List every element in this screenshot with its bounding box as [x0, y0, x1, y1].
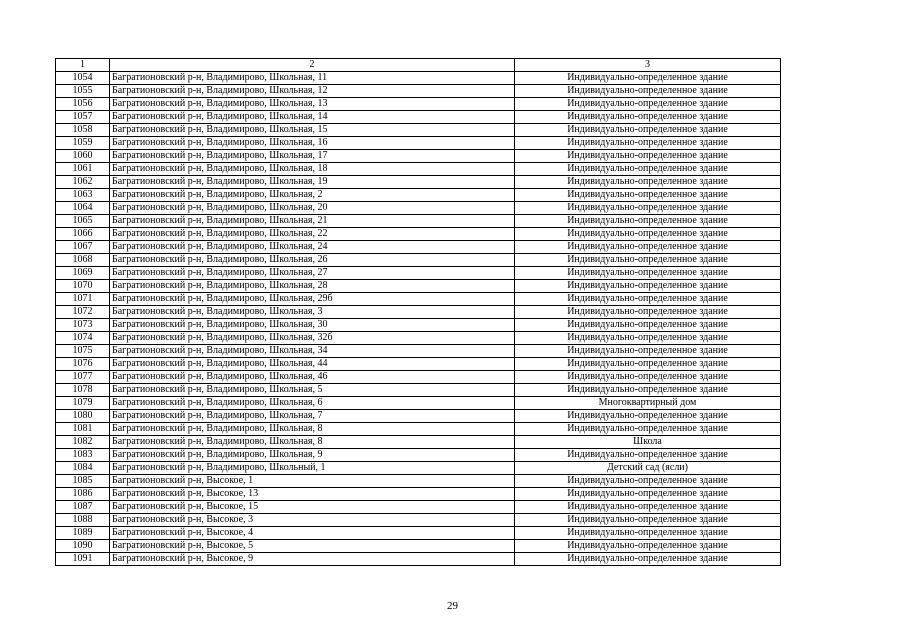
- row-address-cell: Багратионовский р-н, Владимирово, Школьная, 13: [110, 98, 515, 111]
- row-address-cell: Багратионовский р-н, Владимирово, Школьная, 6: [110, 397, 515, 410]
- table-row: [56, 241, 781, 254]
- row-type-cell: Школа: [515, 436, 781, 449]
- row-address-cell: Багратионовский р-н, Владимирово, Школьная, 16: [110, 137, 515, 150]
- row-number-cell: 1087: [56, 501, 110, 514]
- row-number-cell: 1075: [56, 345, 110, 358]
- row-type-cell: Индивидуально-определенное здание: [515, 306, 781, 319]
- row-address-cell: Багратионовский р-н, Владимирово, Школьная, 28: [110, 280, 515, 293]
- row-number-cell: 1082: [56, 436, 110, 449]
- row-number-cell: 1085: [56, 475, 110, 488]
- row-address-cell: Багратионовский р-н, Владимирово, Школьная, 20: [110, 202, 515, 215]
- row-address-cell: Багратионовский р-н, Владимирово, Школьная, 3: [110, 306, 515, 319]
- row-address-cell: Багратионовский р-н, Владимирово, Школьная, 44: [110, 358, 515, 371]
- row-address-cell: Багратионовский р-н, Владимирово, Школьная, 30: [110, 319, 515, 332]
- row-type-cell: Индивидуально-определенное здание: [515, 202, 781, 215]
- row-type-cell: Индивидуально-определенное здание: [515, 72, 781, 85]
- table-row: [56, 488, 781, 501]
- column-header-number: 1: [56, 59, 110, 72]
- row-address-cell: Багратионовский р-н, Владимирово, Школьная, 9: [110, 449, 515, 462]
- row-number-cell: 1063: [56, 189, 110, 202]
- row-number-cell: 1086: [56, 488, 110, 501]
- row-number-cell: 1091: [56, 553, 110, 566]
- row-type-cell: Индивидуально-определенное здание: [515, 540, 781, 553]
- row-number-cell: 1056: [56, 98, 110, 111]
- row-type-cell: Индивидуально-определенное здание: [515, 384, 781, 397]
- table-row: [56, 163, 781, 176]
- row-address-cell: Багратионовский р-н, Высокое, 9: [110, 553, 515, 566]
- row-number-cell: 1054: [56, 72, 110, 85]
- row-type-cell: Индивидуально-определенное здание: [515, 215, 781, 228]
- table-row: [56, 124, 781, 137]
- table-row: [56, 436, 781, 449]
- row-number-cell: 1073: [56, 319, 110, 332]
- row-address-cell: Багратионовский р-н, Владимирово, Школьная, 12: [110, 85, 515, 98]
- table-row: [56, 371, 781, 384]
- row-number-cell: 1061: [56, 163, 110, 176]
- column-header-type: 3: [515, 59, 781, 72]
- row-number-cell: 1062: [56, 176, 110, 189]
- row-type-cell: Индивидуально-определенное здание: [515, 332, 781, 345]
- page-number: 29: [447, 600, 458, 612]
- row-address-cell: Багратионовский р-н, Владимирово, Школьная, 19: [110, 176, 515, 189]
- table-row: [56, 85, 781, 98]
- row-address-cell: Багратионовский р-н, Владимирово, Школьная, 29б: [110, 293, 515, 306]
- row-number-cell: 1081: [56, 423, 110, 436]
- row-type-cell: Индивидуально-определенное здание: [515, 228, 781, 241]
- row-address-cell: Багратионовский р-н, Высокое, 4: [110, 527, 515, 540]
- row-type-cell: Индивидуально-определенное здание: [515, 501, 781, 514]
- table-row: [56, 410, 781, 423]
- table-row: [56, 293, 781, 306]
- row-address-cell: Багратионовский р-н, Владимирово, Школьная, 46: [110, 371, 515, 384]
- row-type-cell: Индивидуально-определенное здание: [515, 124, 781, 137]
- row-type-cell: Индивидуально-определенное здание: [515, 371, 781, 384]
- column-header-address: 2: [110, 59, 515, 72]
- table-row: [56, 462, 781, 475]
- row-number-cell: 1070: [56, 280, 110, 293]
- row-number-cell: 1058: [56, 124, 110, 137]
- row-number-cell: 1059: [56, 137, 110, 150]
- row-type-cell: Индивидуально-определенное здание: [515, 527, 781, 540]
- row-number-cell: 1055: [56, 85, 110, 98]
- row-type-cell: Многоквартирный дом: [515, 397, 781, 410]
- table-row: [56, 345, 781, 358]
- row-number-cell: 1080: [56, 410, 110, 423]
- row-address-cell: Багратионовский р-н, Высокое, 13: [110, 488, 515, 501]
- table-row: [56, 527, 781, 540]
- row-type-cell: Индивидуально-определенное здание: [515, 345, 781, 358]
- table-row: [56, 72, 781, 85]
- row-number-cell: 1089: [56, 527, 110, 540]
- row-type-cell: Индивидуально-определенное здание: [515, 85, 781, 98]
- table-row: [56, 176, 781, 189]
- row-address-cell: Багратионовский р-н, Владимирово, Школьная, 17: [110, 150, 515, 163]
- row-type-cell: Индивидуально-определенное здание: [515, 267, 781, 280]
- row-address-cell: Багратионовский р-н, Высокое, 15: [110, 501, 515, 514]
- row-number-cell: 1074: [56, 332, 110, 345]
- row-type-cell: Индивидуально-определенное здание: [515, 241, 781, 254]
- table-row: [56, 137, 781, 150]
- row-address-cell: Багратионовский р-н, Владимирово, Школьная, 21: [110, 215, 515, 228]
- row-number-cell: 1072: [56, 306, 110, 319]
- table-row: [56, 319, 781, 332]
- row-type-cell: Индивидуально-определенное здание: [515, 514, 781, 527]
- row-address-cell: Багратионовский р-н, Владимирово, Школьная, 26: [110, 254, 515, 267]
- row-number-cell: 1076: [56, 358, 110, 371]
- row-type-cell: Индивидуально-определенное здание: [515, 488, 781, 501]
- table-row: [56, 358, 781, 371]
- row-type-cell: Индивидуально-определенное здание: [515, 423, 781, 436]
- row-type-cell: Индивидуально-определенное здание: [515, 449, 781, 462]
- row-number-cell: 1065: [56, 215, 110, 228]
- row-address-cell: Багратионовский р-н, Владимирово, Школьная, 22: [110, 228, 515, 241]
- row-type-cell: Индивидуально-определенное здание: [515, 280, 781, 293]
- table-row: [56, 475, 781, 488]
- row-address-cell: Багратионовский р-н, Владимирово, Школьная, 24: [110, 241, 515, 254]
- table-row: [56, 150, 781, 163]
- row-number-cell: 1090: [56, 540, 110, 553]
- row-address-cell: Багратионовский р-н, Владимирово, Школьная, 32б: [110, 332, 515, 345]
- row-type-cell: Индивидуально-определенное здание: [515, 358, 781, 371]
- table-row: [56, 280, 781, 293]
- row-address-cell: Багратионовский р-н, Владимирово, Школьная, 18: [110, 163, 515, 176]
- row-type-cell: Индивидуально-определенное здание: [515, 163, 781, 176]
- row-address-cell: Багратионовский р-н, Владимирово, Школьная, 8: [110, 436, 515, 449]
- row-type-cell: Индивидуально-определенное здание: [515, 137, 781, 150]
- table-row: [56, 501, 781, 514]
- row-type-cell: Индивидуально-определенное здание: [515, 254, 781, 267]
- table-row: [56, 384, 781, 397]
- row-address-cell: Багратионовский р-н, Высокое, 1: [110, 475, 515, 488]
- row-number-cell: 1088: [56, 514, 110, 527]
- row-type-cell: Индивидуально-определенное здание: [515, 98, 781, 111]
- row-type-cell: Индивидуально-определенное здание: [515, 150, 781, 163]
- row-number-cell: 1077: [56, 371, 110, 384]
- row-address-cell: Багратионовский р-н, Высокое, 3: [110, 514, 515, 527]
- row-type-cell: Индивидуально-определенное здание: [515, 410, 781, 423]
- row-type-cell: Индивидуально-определенное здание: [515, 189, 781, 202]
- table-row: [56, 254, 781, 267]
- table-row: [56, 189, 781, 202]
- row-number-cell: 1071: [56, 293, 110, 306]
- table-row: [56, 202, 781, 215]
- table-row: [56, 267, 781, 280]
- row-number-cell: 1068: [56, 254, 110, 267]
- row-address-cell: Багратионовский р-н, Владимирово, Школьная, 14: [110, 111, 515, 124]
- row-number-cell: 1064: [56, 202, 110, 215]
- table-row: [56, 228, 781, 241]
- row-address-cell: Багратионовский р-н, Владимирово, Школьная, 8: [110, 423, 515, 436]
- row-address-cell: Багратионовский р-н, Владимирово, Школьная, 15: [110, 124, 515, 137]
- row-number-cell: 1083: [56, 449, 110, 462]
- row-address-cell: Багратионовский р-н, Высокое, 5: [110, 540, 515, 553]
- table-row: [56, 449, 781, 462]
- row-number-cell: 1067: [56, 241, 110, 254]
- table-header-row: [56, 59, 781, 72]
- row-number-cell: 1084: [56, 462, 110, 475]
- row-type-cell: Индивидуально-определенное здание: [515, 111, 781, 124]
- row-address-cell: Багратионовский р-н, Владимирово, Школьная, 5: [110, 384, 515, 397]
- table-row: [56, 98, 781, 111]
- row-type-cell: Индивидуально-определенное здание: [515, 176, 781, 189]
- table-row: [56, 306, 781, 319]
- row-number-cell: 1066: [56, 228, 110, 241]
- row-number-cell: 1069: [56, 267, 110, 280]
- row-address-cell: Багратионовский р-н, Владимирово, Школьная, 34: [110, 345, 515, 358]
- row-number-cell: 1079: [56, 397, 110, 410]
- row-address-cell: Багратионовский р-н, Владимирово, Школьный, 1: [110, 462, 515, 475]
- row-number-cell: 1057: [56, 111, 110, 124]
- row-type-cell: Индивидуально-определенное здание: [515, 293, 781, 306]
- table-row: [56, 553, 781, 566]
- row-address-cell: Багратионовский р-н, Владимирово, Школьная, 27: [110, 267, 515, 280]
- row-type-cell: Индивидуально-определенное здание: [515, 475, 781, 488]
- table-row: [56, 397, 781, 410]
- table-row: [56, 540, 781, 553]
- row-type-cell: Индивидуально-определенное здание: [515, 553, 781, 566]
- row-address-cell: Багратионовский р-н, Владимирово, Школьная, 2: [110, 189, 515, 202]
- row-number-cell: 1060: [56, 150, 110, 163]
- table-row: [56, 111, 781, 124]
- table-row: [56, 332, 781, 345]
- table-row: [56, 215, 781, 228]
- table-row: [56, 423, 781, 436]
- row-address-cell: Багратионовский р-н, Владимирово, Школьная, 11: [110, 72, 515, 85]
- row-type-cell: Детский сад (ясли): [515, 462, 781, 475]
- table-row: [56, 514, 781, 527]
- row-type-cell: Индивидуально-определенное здание: [515, 319, 781, 332]
- row-address-cell: Багратионовский р-н, Владимирово, Школьная, 7: [110, 410, 515, 423]
- row-number-cell: 1078: [56, 384, 110, 397]
- property-table: [55, 58, 781, 566]
